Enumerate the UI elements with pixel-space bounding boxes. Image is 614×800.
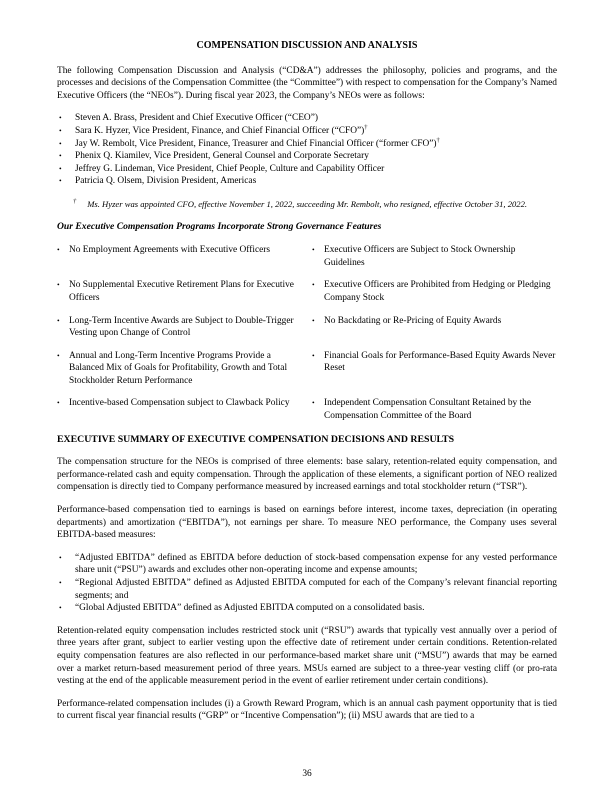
bullet-icon: • xyxy=(59,552,62,562)
bullet-icon: • xyxy=(312,280,315,290)
page-number: 36 xyxy=(302,769,312,780)
section-heading-executive-summary: EXECUTIVE SUMMARY OF EXECUTIVE COMPENSATION DECISIONS AND RESULTS xyxy=(57,433,455,445)
footnote-marker: † xyxy=(364,123,368,131)
bullet-icon: • xyxy=(57,398,60,408)
governance-item-text: Annual and Long-Term Incentive Programs Provide a Balanced Mix of Goals for Profitability, Growth and Total Stockholder Return Performance xyxy=(69,350,288,386)
bullet-icon: • xyxy=(312,398,315,408)
list-item xyxy=(57,175,557,188)
governance-item-right xyxy=(312,397,557,422)
governance-item-text: No Supplemental Executive Retirement Plans for Executive Officers xyxy=(69,280,294,303)
list-item xyxy=(57,138,557,151)
bullet-icon: • xyxy=(59,113,62,123)
exec-summary-paragraph-4: Performance-related compensation includes (i) a Growth Reward Program, which is an annual cash payment opportunity that is tied to current fiscal year financial results (“GRP” or “Incentive Compensation”); (ii) MSU awards that are tied to a xyxy=(57,698,557,722)
governance-item-left xyxy=(57,397,312,422)
governance-item-text: No Employment Agreements with Executive Officers xyxy=(69,245,271,256)
ebitda-measure-text: “Regional Adjusted EBITDA” defined as Adjusted EBITDA computed for each of the Company’s relevant financial reporting segments; and xyxy=(75,578,557,601)
ebitda-measure-text: “Adjusted EBITDA” defined as EBITDA before deduction of stock-based compensation expense for any vested performance share unit (“PSU”) awards and excludes other non-operating income and expense amounts; xyxy=(75,552,557,576)
governance-item-left xyxy=(57,350,312,388)
ebitda-measure-text: “Global Adjusted EBITDA” defined as Adjusted EBITDA computed on a consolidated basis. xyxy=(75,603,425,614)
bullet-icon: • xyxy=(57,350,60,360)
bullet-icon: • xyxy=(57,280,60,290)
neo-name: Phenix Q. Kiamilev, Vice President, General Counsel and Corporate Secretary xyxy=(75,151,369,162)
governance-item-left xyxy=(57,244,312,269)
bullet-icon: • xyxy=(57,315,60,325)
list-item xyxy=(57,602,557,615)
table-row xyxy=(57,315,557,340)
neo-name: Jeffrey G. Lindeman, Vice President, Chief People, Culture and Capability Officer xyxy=(75,163,385,174)
list-item xyxy=(57,150,557,163)
bullet-icon: • xyxy=(59,163,62,173)
neo-name: Steven A. Brass, President and Chief Executive Officer (“CEO”) xyxy=(75,113,318,124)
list-item xyxy=(57,112,557,125)
page-title: COMPENSATION DISCUSSION AND ANALYSIS xyxy=(196,40,418,51)
table-row xyxy=(57,350,557,388)
governance-item-text: Incentive-based Compensation subject to Clawback Policy xyxy=(69,398,290,409)
exec-summary-paragraph-3: Retention-related equity compensation includes restricted stock unit (“RSU”) awards that typically vest annually over a period of three years after grant, subject to earlier vesting upon the effective date of retirement under certain conditions. Retention-related equity compensation features are also reflected in our performance-based market share unit (“MSU”) awards that may be earned over a market return-based measurement period of three years. MSUs earned are subject to a three-year vesting cliff (or pro-rata vesting at the end of the applicable measurement period in the event of earlier retirement under certain conditions). xyxy=(57,625,557,687)
table-row xyxy=(57,397,557,422)
bullet-icon: • xyxy=(59,138,62,148)
bullet-icon: • xyxy=(59,151,62,161)
governance-item-right xyxy=(312,350,557,388)
neo-name: Jay W. Rembolt, Vice President, Finance, Treasurer and Chief Financial Officer (“former CFO”) xyxy=(75,138,437,149)
intro-paragraph: The following Compensation Discussion and Analysis (“CD&A”) addresses the philosophy, policies and programs, and the processes and decisions of the Compensation Committee (the “Committee”) with respect to compensation for the Company’s Named Executive Officers (the “NEOs”). During fiscal year 2023, the Company’s NEOs were as follows: xyxy=(57,65,557,101)
bullet-icon: • xyxy=(312,245,315,255)
table-row xyxy=(57,244,557,269)
bullet-icon: • xyxy=(312,315,315,325)
bullet-icon: • xyxy=(59,578,62,587)
footnote xyxy=(73,198,557,211)
neo-name: Patricia Q. Olsem, Division President, Americas xyxy=(75,176,257,187)
list-item xyxy=(57,552,557,577)
governance-item-right xyxy=(312,279,557,304)
footnote-marker: † xyxy=(436,136,440,144)
governance-item-right xyxy=(312,244,557,269)
bullet-icon: • xyxy=(59,176,62,186)
neo-name: Sara K. Hyzer, Vice President, Finance, and Chief Financial Officer (“CFO”) xyxy=(75,125,365,136)
governance-item-text: No Backdating or Re-Pricing of Equity Awards xyxy=(324,315,502,326)
bullet-icon: • xyxy=(57,245,60,255)
exec-summary-paragraph-1: The compensation structure for the NEOs is comprised of three elements: base salary, retention-related equity compensation, and performance-related cash and equity compensation. Through the application of these elements, a significant portion of NEO realized compensation is directly tied to Company performance measured by increased earnings and total stockholder return (“TSR”). xyxy=(57,457,557,493)
neo-list xyxy=(57,112,557,188)
governance-heading: Our Executive Compensation Programs Incorporate Strong Governance Features xyxy=(57,220,382,232)
governance-item-text: Independent Compensation Consultant Retained by the Compensation Committee of the Board xyxy=(324,398,531,422)
footnote-text: Ms. Hyzer was appointed CFO, effective November 1, 2022, succeeding Mr. Rembolt, who resigned, effective October 31, 2022. xyxy=(87,198,528,209)
bullet-icon: • xyxy=(59,603,62,613)
list-item xyxy=(57,125,557,138)
bullet-icon: • xyxy=(59,125,62,135)
table-row xyxy=(57,279,557,304)
governance-item-text: Financial Goals for Performance-Based Equity Awards Never Reset xyxy=(324,350,556,374)
bullet-icon: • xyxy=(312,350,315,360)
governance-item-left xyxy=(57,279,312,304)
list-item xyxy=(57,163,557,176)
governance-item-left xyxy=(57,315,312,340)
governance-item-text: Executive Officers are Prohibited from Hedging or Pledging Company Stock xyxy=(324,280,551,303)
dagger-icon: † xyxy=(73,198,77,206)
governance-item-right xyxy=(312,315,557,340)
governance-table xyxy=(57,244,557,423)
ebitda-measures-list xyxy=(57,552,557,615)
list-item xyxy=(57,577,557,602)
exec-summary-paragraph-2: Performance-based compensation tied to earnings is based on earnings before interest, income taxes, depreciation (in operating departments) and amortization (“EBITDA”), not earnings per share. To measure NEO performance, the Company uses several EBITDA-based measures: xyxy=(57,505,557,541)
governance-item-text: Long-Term Incentive Awards are Subject to Double-Trigger Vesting upon Change of Control xyxy=(69,315,294,339)
governance-item-text: Executive Officers are Subject to Stock Ownership Guidelines xyxy=(324,245,516,268)
